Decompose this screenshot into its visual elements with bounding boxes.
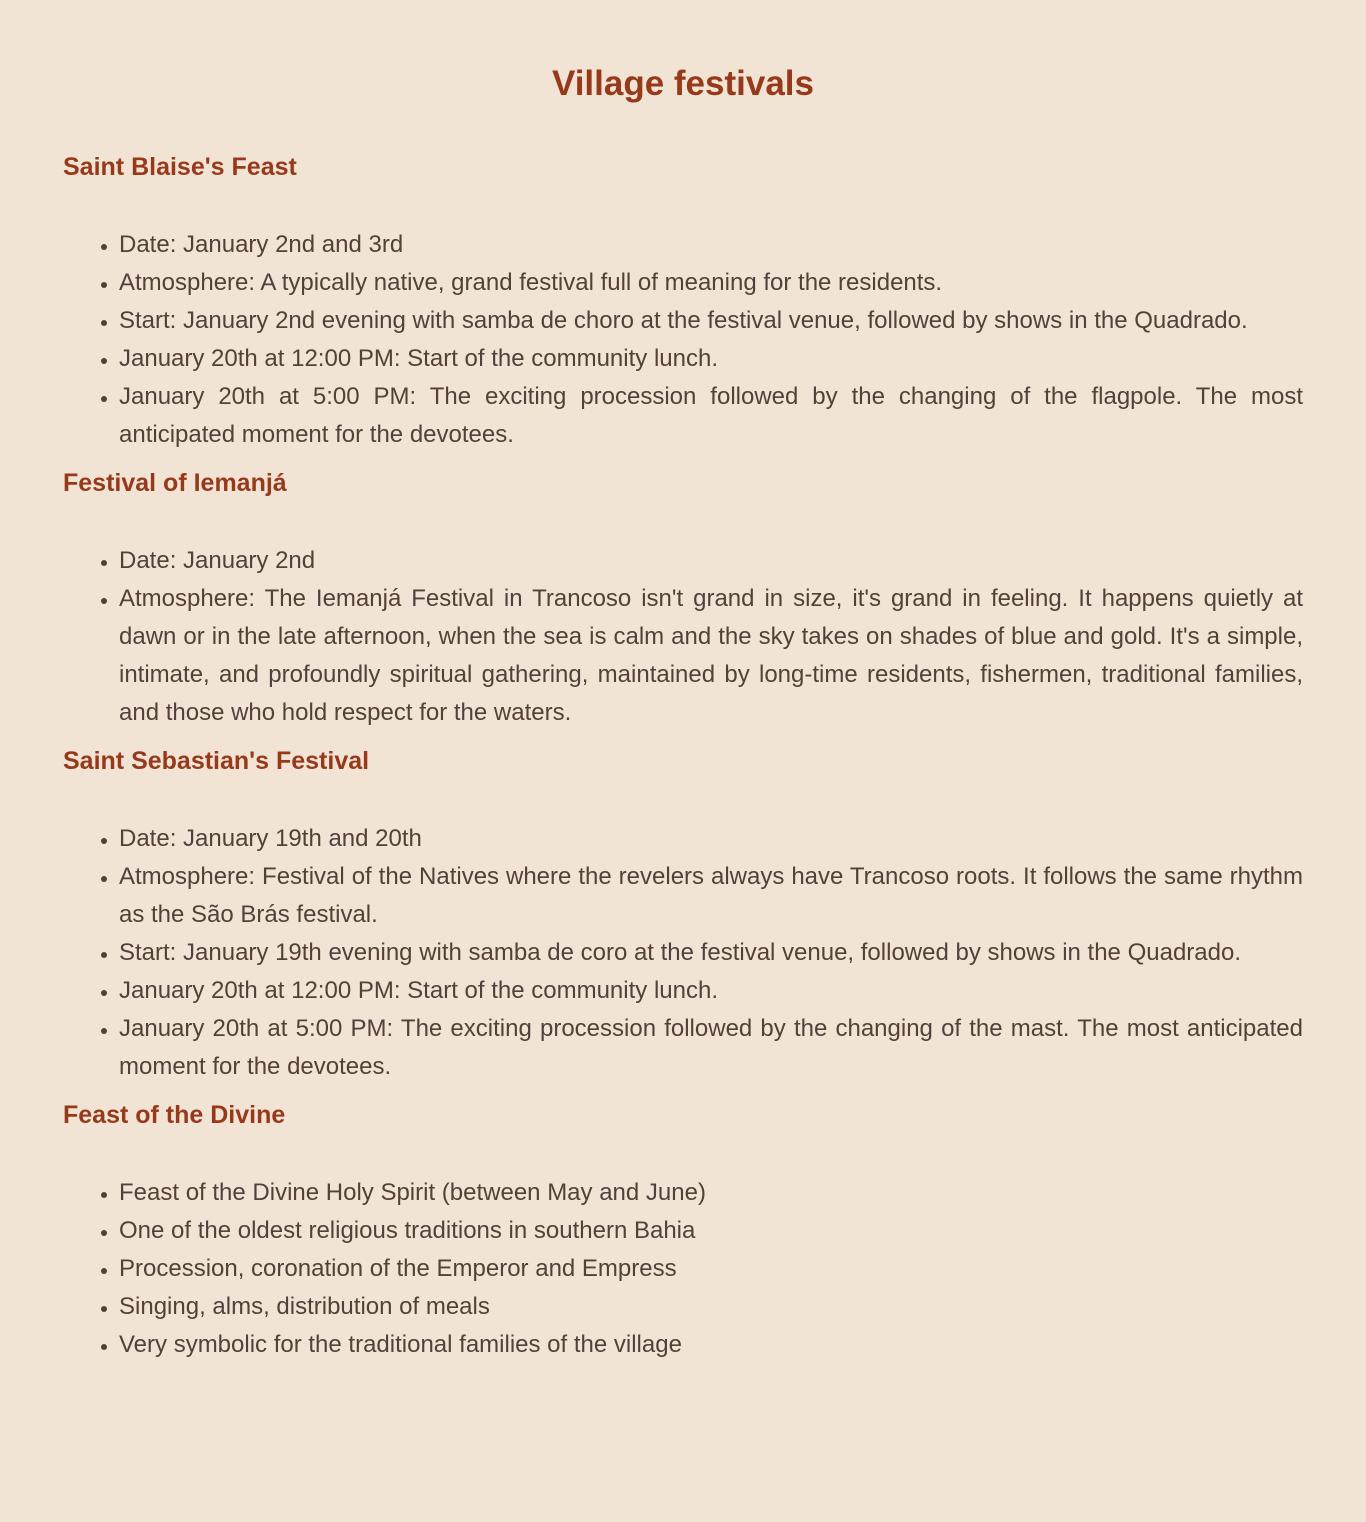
list-item: • January 20th at 12:00 PM: Start of the community lunch. (119, 340, 1303, 378)
list-item: • Atmosphere: A typically native, grand festival full of meaning for the residents. (119, 264, 1303, 302)
list-item: • Start: January 2nd evening with samba de choro at the festival venue, followed by shows in the Quadrado. (119, 302, 1303, 340)
list-item: • Very symbolic for the traditional families of the village (119, 1326, 1303, 1364)
page-title: Village festivals (551, 64, 814, 103)
section-heading-iemanja: Festival of Iemanjá (63, 469, 287, 497)
list-item: • One of the oldest religious traditions in southern Bahia (119, 1212, 1303, 1250)
section-heading-saint-sebastian: Saint Sebastian's Festival (63, 747, 370, 775)
list-item: • Date: January 19th and 20th (119, 820, 1303, 858)
list-item: • Feast of the Divine Holy Spirit (between May and June) (119, 1174, 1303, 1212)
section-heading-feast-of-divine: Feast of the Divine (63, 1101, 286, 1129)
list-item: • January 20th at 12:00 PM: Start of the community lunch. (119, 972, 1303, 1010)
section-heading-saint-blaise: Saint Blaise's Feast (63, 153, 297, 181)
section-iemanja (63, 466, 1303, 732)
list-item: • Date: January 2nd (119, 542, 1303, 580)
list-item: • January 20th at 5:00 PM: The exciting procession followed by the changing of the flagpole. The most anticipated moment for the devotees. (119, 378, 1303, 454)
festival-list-saint-sebastian (63, 820, 1303, 1086)
list-item: • Procession, coronation of the Emperor and Empress (119, 1250, 1303, 1288)
festival-list-iemanja (63, 542, 1303, 732)
section-saint-blaise (63, 150, 1303, 454)
list-item: • Atmosphere: Festival of the Natives where the revelers always have Trancoso roots. It follows the same rhythm as the São Brás festival. (119, 858, 1303, 934)
section-feast-of-divine (63, 1098, 1303, 1364)
list-item: • Date: January 2nd and 3rd (119, 226, 1303, 264)
list-item: • Singing, alms, distribution of meals (119, 1288, 1303, 1326)
list-item: • January 20th at 5:00 PM: The exciting procession followed by the changing of the mast. The most anticipated moment for the devotees. (119, 1010, 1303, 1086)
festival-list-feast-of-divine (63, 1174, 1303, 1364)
section-saint-sebastian (63, 744, 1303, 1086)
list-item: • Start: January 19th evening with samba de coro at the festival venue, followed by shows in the Quadrado. (119, 934, 1303, 972)
list-item: • Atmosphere: The Iemanjá Festival in Trancoso isn't grand in size, it's grand in feeling. It happens quietly at dawn or in the late afternoon, when the sea is calm and the sky takes on shades of blue and gold. It's a simple, intimate, and profoundly spiritual gathering, maintained by long-time residents, fishermen, traditional families, and those who hold respect for the waters. (119, 580, 1303, 732)
festival-list-saint-blaise (63, 226, 1303, 454)
